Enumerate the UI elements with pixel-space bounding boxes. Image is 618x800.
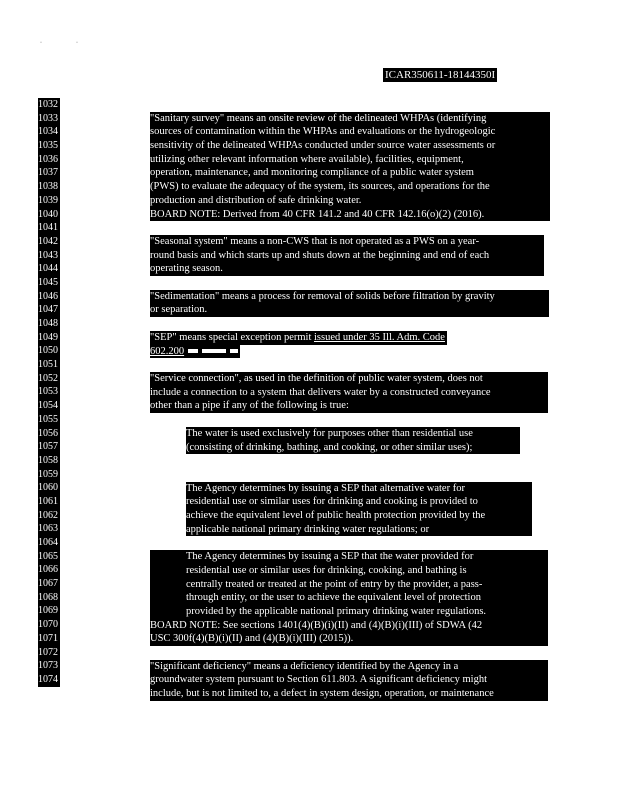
text-line: BOARD NOTE: See sections 1401(4)(B)(i)(II) and (4)(B)(i)(III) of SDWA (42 (150, 619, 483, 631)
line-number: 1034 (38, 126, 58, 138)
line-number: 1073 (38, 660, 58, 672)
text-line: residential use or similar uses for drinking, cooking, and bathing is (186, 564, 467, 576)
line-number: 1048 (38, 318, 58, 329)
line-number: 1063 (38, 523, 58, 535)
line-number: 1066 (38, 564, 58, 576)
sep-section: 602.200 (150, 345, 185, 357)
scan-artifact (188, 349, 198, 353)
text-line: "Service connection", as used in the definition of public water system, does not (150, 373, 483, 385)
line-number: 1072 (38, 646, 58, 658)
line-number: 1069 (38, 605, 58, 617)
board-note-sdwa (150, 619, 548, 646)
text-line: The water is used exclusively for purposes other than residential use (186, 427, 473, 439)
line-number: 1070 (38, 619, 58, 631)
line-number: 1059 (38, 468, 58, 480)
list-item-exclusive-use (186, 427, 520, 454)
text-line: operation, maintenance, and monitoring compliance of a public water system (150, 167, 474, 179)
text-line: production and distribution of safe drinking water. (150, 194, 362, 206)
line-number: 1038 (38, 181, 58, 193)
text-line: "Significant deficiency" means a deficiency identified by the Agency in a (150, 660, 459, 672)
text-line: applicable national primary drinking water regulations; or (186, 523, 430, 535)
text-line: through entity, or the user to achieve the equivalent level of protection (186, 592, 481, 604)
line-number: 1037 (38, 167, 58, 179)
line-number: 1058 (38, 454, 58, 466)
line-number: 1057 (38, 441, 58, 453)
text-line: BOARD NOTE: Derived from 40 CFR 141.2 and 40 CFR 142.16(o)(2) (2016). (150, 208, 485, 220)
line-number: 1062 (38, 509, 58, 521)
definition-significant-deficiency (150, 660, 548, 701)
line-number: 1052 (38, 372, 58, 384)
line-number: 1050 (38, 345, 58, 357)
scan-artifact (202, 349, 226, 353)
sep-line-1 (150, 331, 447, 345)
text-line: sources of contamination within the WHPAs and evaluations or the hydrogeologic (150, 126, 496, 138)
text-line: The Agency determines by issuing a SEP that alternative water for (186, 482, 465, 494)
text-line: provided by the applicable national primary drinking water regulations. (186, 605, 487, 617)
list-item-alternative-water (186, 482, 532, 537)
scan-artifact (230, 349, 238, 353)
line-number: 1065 (38, 550, 58, 562)
sep-text: "SEP" means special exception permit (150, 332, 314, 343)
text-line: The Agency determines by issuing a SEP that the water provided for (186, 551, 474, 563)
line-number: 1068 (38, 591, 58, 603)
text-line: USC 300f(4)(B)(i)(II) and (4)(B)(i)(III) (2015)). (150, 633, 354, 645)
line-number: 1056 (38, 427, 58, 439)
line-number: 1043 (38, 249, 58, 261)
line-number: 1064 (38, 537, 58, 548)
text-line: "Seasonal system" means a non-CWS that is not operated as a PWS on a year- (150, 236, 480, 247)
text-line: other than a pipe if any of the following is true: (150, 400, 349, 412)
scan-speck: · (40, 40, 42, 46)
list-item-central-treatment (150, 550, 548, 618)
line-number: 1045 (38, 276, 58, 288)
line-number: 1074 (38, 673, 58, 685)
line-number: 1035 (38, 140, 58, 152)
line-number: 1046 (38, 290, 58, 302)
line-number: 1047 (38, 304, 58, 316)
line-number: 1049 (38, 331, 58, 343)
text-line: (PWS) to evaluate the adequacy of the system, its sources, and operations for the (150, 181, 490, 193)
line-number-column (38, 98, 60, 687)
definition-sedimentation (150, 290, 549, 317)
text-line: sensitivity of the delineated WHPAs conducted under source water assessments or (150, 140, 496, 152)
text-line: include a connection to a system that delivers water by a constructed conveyance (150, 386, 491, 398)
line-number: 1051 (38, 359, 58, 371)
text-line: (consisting of drinking, bathing, and cooking, or other similar uses); (186, 441, 473, 453)
text-line: residential use or similar uses for drinking and cooking is provided to (186, 496, 478, 508)
line-number: 1060 (38, 482, 58, 494)
line-number: 1040 (38, 208, 58, 220)
line-number: 1055 (38, 413, 58, 425)
text-line: or separation. (150, 304, 208, 316)
text-line: "Sedimentation" means a process for removal of solids before filtration by gravity (150, 290, 495, 302)
definition-seasonal-system (150, 235, 544, 276)
line-number: 1061 (38, 495, 58, 507)
document-id: ICAR350611-18144350I (385, 69, 496, 81)
text-line: achieve the equivalent level of public health protection provided by the (186, 510, 486, 522)
line-number: 1071 (38, 632, 58, 644)
text-line: round basis and which starts up and shuts down at the beginning and end of each (150, 249, 490, 261)
line-number: 1067 (38, 578, 58, 590)
definition-sanitary-survey (150, 112, 550, 222)
text-line: "Sanitary survey" means an onsite review of the delineated WHPAs (identifying (150, 112, 487, 124)
text-line: utilizing other relevant information where available), facilities, equipment, (150, 153, 464, 165)
line-number: 1033 (38, 112, 58, 124)
line-number: 1036 (38, 153, 58, 165)
line-number: 1054 (38, 400, 58, 412)
sep-line-2 (150, 345, 240, 359)
text-line: operating season. (150, 263, 223, 275)
text-line: include, but is not limited to, a defect in system design, operation, or maintenance (150, 688, 494, 700)
scan-speck: · (76, 40, 78, 46)
line-number: 1053 (38, 386, 58, 398)
line-number: 1044 (38, 263, 58, 275)
text-line: groundwater system pursuant to Section 611.803. A significant deficiency might (150, 674, 488, 686)
text-line: centrally treated or treated at the point of entry by the provider, a pass- (186, 578, 483, 590)
sep-underlined-text: issued under 35 Ill. Adm. Code (314, 332, 445, 343)
line-number: 1042 (38, 235, 58, 247)
definition-service-connection (150, 372, 548, 413)
definition-sep (150, 331, 495, 358)
line-number: 1032 (38, 99, 58, 110)
line-number: 1041 (38, 222, 58, 234)
line-number: 1039 (38, 194, 58, 206)
